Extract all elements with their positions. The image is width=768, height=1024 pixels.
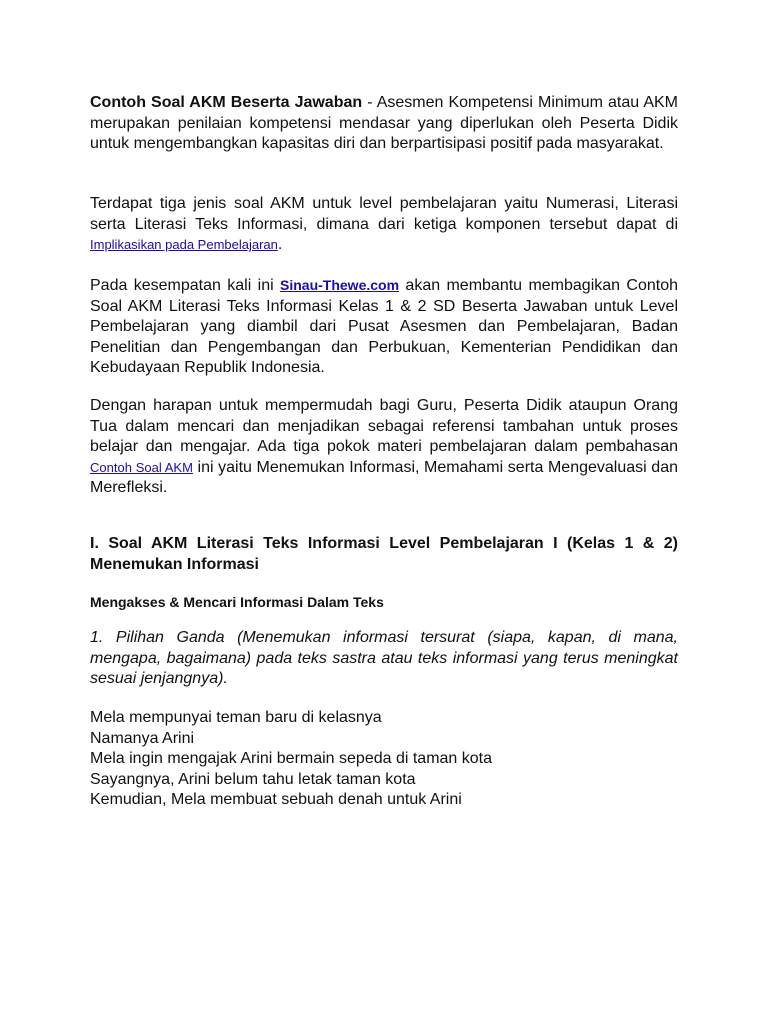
intro-paragraph xyxy=(90,93,678,155)
subheading: Mengakses & Mencari Informasi Dalam Teks xyxy=(90,594,384,610)
intro-title: Contoh Soal AKM Beserta Jawaban xyxy=(90,94,363,111)
story-line: Mela ingin mengajak Arini bermain sepeda di taman kota xyxy=(90,750,493,767)
paragraph-sinau-thewe xyxy=(90,275,678,379)
story-text xyxy=(90,708,678,811)
harapan-after: ini yaitu Menemukan Informasi, Memahami serta Mengevaluasi dan Merefleksi. xyxy=(90,458,678,496)
story-line: Namanya Arini xyxy=(90,729,195,747)
implikasikan-link[interactable]: Implikasikan pada Pembelajaran xyxy=(90,237,278,252)
story-line: Sayangnya, Arini belum tahu letak taman kota xyxy=(90,770,416,788)
story-line: Kemudian, Mela membuat sebuah denah untuk Arini xyxy=(90,791,462,808)
sinau-after: akan membantu membagikan Contoh Soal AKM Literasi Teks Informasi Kelas 1 & 2 SD Beserta Jawaban untuk Level Pembelajaran yang diambil dari Pusat Asesmen dan Pembelajaran, Badan Penelitian dan Pengembangan dan Perbukuan, Kementerian Pendidikan dan Kebudayaan Republik Indonesia. xyxy=(90,277,678,376)
paragraph-harapan xyxy=(90,396,678,499)
section-heading: I. Soal AKM Literasi Teks Informasi Level Pembelajaran I (Kelas 1 & 2) Menemukan Informasi xyxy=(90,535,678,573)
paragraph-akm-types xyxy=(90,194,678,256)
question-instruction: 1. Pilihan Ganda (Menemukan informasi tersurat (siapa, kapan, di mana, mengapa, bagaimana) pada teks sastra atau teks informasi yang terus meningkat sesuai jenjangnya). xyxy=(90,629,678,687)
sinau-before: Pada kesempatan kali ini xyxy=(90,277,281,294)
contoh-soal-akm-link[interactable]: Contoh Soal AKM xyxy=(90,459,193,475)
harapan-before: Dengan harapan untuk mempermudah bagi Guru, Peserta Didik ataupun Orang Tua dalam mencari dan menjadikan sebagai referensi tambahan untuk proses belajar dan mengajar. Ada tiga pokok materi pembelajaran dalam pembahasan xyxy=(90,397,678,455)
story-line: Mela mempunyai teman baru di kelasnya xyxy=(90,709,382,726)
akm-types-end: . xyxy=(277,236,283,253)
intro-text: - Asesmen Kompetensi Minimum atau AKM merupakan penilaian kompetensi mendasar yang diperlukan oleh Peserta Didik untuk mengembangkan kapasitas diri dan berpartisipasi positif pada masyarakat. xyxy=(90,94,678,152)
akm-types-text: Terdapat tiga jenis soal AKM untuk level pembelajaran yaitu Numerasi, Literasi serta Literasi Teks Informasi, dimana dari ketiga komponen tersebut dapat di xyxy=(90,195,678,233)
sinau-thewe-link[interactable]: Sinau-Thewe.com xyxy=(280,277,400,293)
